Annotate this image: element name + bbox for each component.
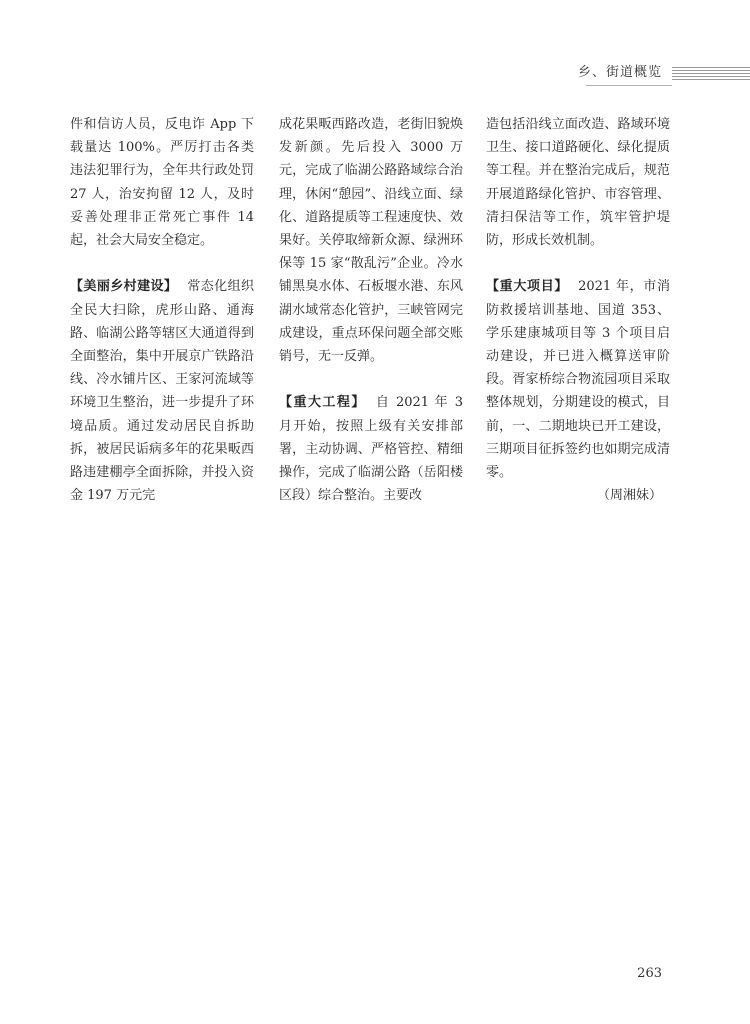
section-heading-major-works: 【重大工程】 <box>279 395 366 411</box>
header-underline <box>586 85 672 86</box>
paragraph-continued: 成花果畈西路改造，老街旧貌焕发新颜。先后投入 3000 万元，完成了临湖公路路域综合治理，休闲“憩园”、沿线立面、绿化、道路提质等工程速度快、效果好。关停取缔新众源、绿洲环保等 15 家“散乱污”企业。冷水铺黑臭水体、石板堰水港、东风湖水域常态化管护，三峡管网完成建设，重点环保问题全部交账销号，无一反弹。 <box>279 117 463 365</box>
paragraph-beautiful-village <box>70 275 254 507</box>
text-column-1 <box>70 113 254 507</box>
running-header <box>0 64 750 84</box>
text-column-2 <box>279 113 463 507</box>
paragraph-major-projects <box>486 275 670 484</box>
paragraph-body: 常态化组织全民大扫除，虎形山路、通海路、临湖公路等辖区大通道得到全面整治，集中开展京广铁路沿线、冷水铺片区、王家河流域等环境卫生整治，进一步提升了环境品质。通过发动居民自拆助拆，被居民诟病多年的花果畈西路违建棚亭全面拆除，并投入资金 197 万元完 <box>70 279 254 504</box>
paragraph-continued: 件和信访人员，反电诈 App 下载量达 100%。严厉打击各类违法犯罪行为，全年共行政处罚 27 人，治安拘留 12 人，及时妥善处理非正常死亡事件 14 起，社会大局安全稳定。 <box>70 117 254 249</box>
paragraph-major-works <box>279 391 463 507</box>
author-signature: （周湘妹） <box>596 488 662 504</box>
paragraph-body: 自 2021 年 3 月开始，按照上级有关安排部署，主动协调、严格管控、精细操作，完成了临湖公路（岳阳楼区段）综合整治。主要改 <box>279 395 463 504</box>
text-column-3 <box>486 113 670 507</box>
paragraph-body: 2021 年，市消防救援培训基地、国道 353、学乐建康城项目等 3 个项目启动建设，并已进入概算送审阶段。胥家桥综合物流园项目采取整体规划，分期建设的模式，目前，一、二期地块已开工建设，三期项目征拆签约也如期完成清零。 <box>486 279 670 481</box>
section-title: 乡、街道概览 <box>577 65 662 80</box>
section-heading-major-projects: 【重大项目】 <box>486 279 569 295</box>
section-heading-beautiful-village: 【美丽乡村建设】 <box>70 279 178 295</box>
header-decorative-rules <box>672 67 750 80</box>
page-number: 263 <box>637 966 662 981</box>
paragraph-continued: 造包括沿线立面改造、路域环境卫生、接口道路硬化、绿化提质等工程。并在整治完成后，规范开展道路绿化管护、市容管理、清扫保洁等工作，筑牢管护堤防，形成长效机制。 <box>486 117 670 249</box>
